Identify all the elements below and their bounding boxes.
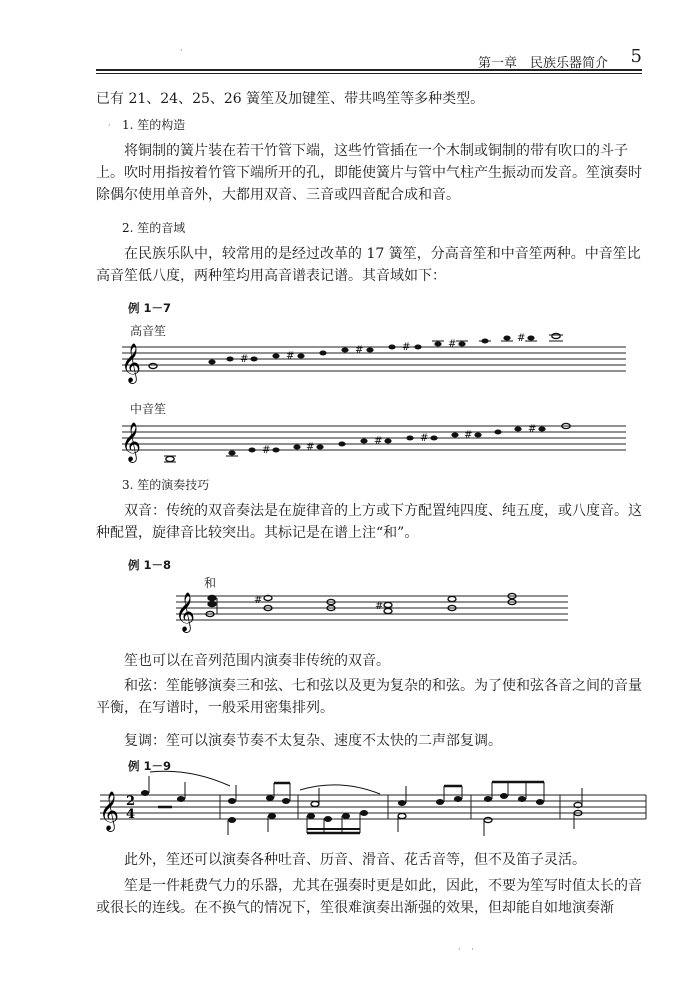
paragraph-effort: 笙是一件耗费气力的乐器，尤其在强奏时更是如此，因此，不要为笙写时值太长的音或很长的连线。在不换气的情况下，笙很难演奏出渐强的效果，但却能自如地演奏渐 (96, 878, 642, 916)
paragraph-construction: 将铜制的簧片装在若干竹管下端，这些竹管插在一个木制或铜制的带有吹口的斗子上。吹时用指按着竹管下端所开的孔，即能使簧片与管中气柱产生振动而发音。笙演奏时除偶尔使用单音外，大都用双音、三音或四音配合成和音。 (96, 143, 642, 203)
svg-text:#: # (286, 351, 295, 362)
time-sig-top: 2 (126, 794, 136, 809)
chapter-title: 第一章 民族乐器简介 (477, 56, 608, 71)
svg-text:#: # (262, 445, 271, 456)
paragraph-chords: 和弦：笙能够演奏三和弦、七和弦以及更为复杂的和弦。为了使和弦各音之间的音量平衡，在写谱时，一般采用密集排列。 (96, 678, 642, 716)
svg-text:#: # (448, 339, 457, 350)
svg-text:#: # (402, 342, 411, 353)
paragraph-range: 在民族乐队中，较常用的是经过改革的 17 簧笙，分高音笙和中音笙两种。中音笙比高音笙低八度，两种笙均用高音谱表记谱。其音域如下： (96, 246, 641, 284)
svg-text:#: # (240, 354, 249, 365)
svg-text:𝄞: 𝄞 (121, 343, 142, 383)
paragraph-types: 已有 21、24、25、26 簧笙及加键笙、带共鸣笙等多种类型。 (96, 91, 485, 107)
svg-text:𝄞: 𝄞 (121, 422, 142, 462)
mid-sheng-label: 中音笙 (130, 402, 167, 416)
harmony-mark: 和 (204, 576, 217, 590)
svg-text:#: # (375, 601, 384, 612)
example-1-7-label: 例 1－7 (128, 301, 172, 315)
svg-text:#: # (306, 442, 315, 453)
section-2-title: 2. 笙的音域 (122, 221, 186, 235)
print-speck: · · (458, 945, 474, 954)
example-1-9-label: 例 1－9 (128, 759, 172, 773)
time-sig-bottom: 4 (126, 807, 136, 822)
svg-text:#: # (254, 595, 263, 606)
paragraph-double-notes: 双音：传统的双音奏法是在旋律音的上方或下方配置纯四度、纯五度，或八度音。这种配置，旋律音比较突出。其标记是在谱上注“和”。 (96, 503, 642, 541)
svg-text:#: # (355, 345, 364, 356)
section-1-title: 1. 笙的构造 (122, 118, 186, 132)
svg-text:𝄞: 𝄞 (99, 791, 120, 831)
print-speck: · (180, 46, 183, 55)
print-speck: · (108, 121, 111, 130)
section-3-title: 3. 笙的演奏技巧 (122, 478, 210, 492)
high-sheng-label: 高音笙 (130, 324, 167, 338)
svg-text:#: # (420, 433, 429, 444)
page-number: 5 (630, 46, 642, 67)
svg-text:𝄞: 𝄞 (175, 592, 196, 632)
paragraph-polyphony: 复调：笙可以演奏节奏不太复杂、速度不太快的二声部复调。 (124, 733, 502, 749)
example-1-8-label: 例 1－8 (128, 558, 172, 572)
paragraph-other-techniques: 此外，笙还可以演奏各种吐音、历音、滑音、花舌音等，但不及笛子灵活。 (124, 852, 586, 868)
svg-text:#: # (528, 424, 537, 435)
svg-text:#: # (374, 436, 383, 447)
svg-text:#: # (464, 430, 473, 441)
svg-text:#: # (517, 333, 526, 344)
paragraph-nontraditional: 笙也可以在音列范围内演奏非传统的双音。 (124, 653, 390, 669)
